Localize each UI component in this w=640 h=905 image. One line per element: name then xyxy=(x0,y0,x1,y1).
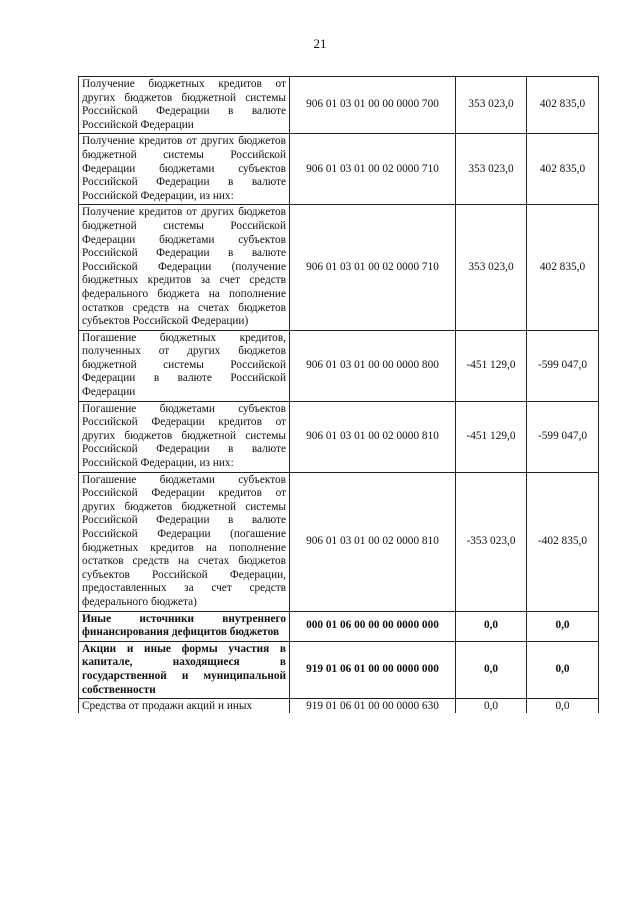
row-name-cell: Средства от продажи акций и иных xyxy=(79,699,290,714)
row-code-cell: 000 01 06 00 00 00 0000 000 xyxy=(290,611,456,641)
row-value1-cell: 0,0 xyxy=(456,611,527,641)
row-code-cell: 906 01 03 01 00 02 0000 810 xyxy=(290,472,456,611)
table-row xyxy=(79,472,599,611)
row-name-cell: Погашение бюджетных кредитов, полученных от других бюджетов бюджетной системы Российской Федерации в валюте Российской Федерации xyxy=(79,330,290,401)
table-row xyxy=(79,77,599,134)
table-body xyxy=(79,77,599,714)
row-value2-cell: 402 835,0 xyxy=(527,134,599,205)
row-value1-cell: 353 023,0 xyxy=(456,205,527,330)
table-row xyxy=(79,699,599,714)
row-value2-cell: 0,0 xyxy=(527,699,599,714)
row-name-cell: Получение кредитов от других бюджетов бюджетной системы Российской Федерации бюджетами субъектов Российской Федерации в валюте Российской Федерации (получение бюджетных кредитов за счет средств федерального бюджета на пополнение остатков средств на счетах бюджетов субъектов Российской Федерации) xyxy=(79,205,290,330)
row-value2-cell: -599 047,0 xyxy=(527,330,599,401)
page-number: 21 xyxy=(313,36,327,51)
row-value1-cell: 353 023,0 xyxy=(456,134,527,205)
row-code-cell: 906 01 03 01 00 02 0000 710 xyxy=(290,205,456,330)
row-code-cell: 906 01 03 01 00 02 0000 710 xyxy=(290,134,456,205)
row-value2-cell: 0,0 xyxy=(527,611,599,641)
row-name-cell: Получение бюджетных кредитов от других бюджетов бюджетной системы Российской Федерации в валюте Российской Федерации xyxy=(79,77,290,134)
row-name-cell: Получение кредитов от других бюджетов бюджетной системы Российской Федерации бюджетами субъектов Российской Федерации в валюте Российской Федерации, из них: xyxy=(79,134,290,205)
budget-sources-table xyxy=(78,76,599,713)
table-row xyxy=(79,611,599,641)
row-name-cell: Погашение бюджетами субъектов Российской Федерации кредитов от других бюджетов бюджетной системы Российской Федерации в валюте Российской Федерации, из них: xyxy=(79,401,290,472)
row-value2-cell: -599 047,0 xyxy=(527,401,599,472)
table-row xyxy=(79,134,599,205)
table-row xyxy=(79,205,599,330)
row-value1-cell: 0,0 xyxy=(456,641,527,698)
table-row xyxy=(79,330,599,401)
row-code-cell: 906 01 03 01 00 00 0000 800 xyxy=(290,330,456,401)
row-value2-cell: 0,0 xyxy=(527,641,599,698)
row-value1-cell: 0,0 xyxy=(456,699,527,714)
row-code-cell: 919 01 06 01 00 00 0000 630 xyxy=(290,699,456,714)
row-name-cell: Погашение бюджетами субъектов Российской Федерации кредитов от других бюджетов бюджетной системы Российской Федерации в валюте Российской Федерации (погашение бюджетных кредитов на пополнение остатков средств на счетах бюджетов субъектов Российской Федерации, предоставленных за счет средств федерального бюджета) xyxy=(79,472,290,611)
row-value1-cell: -451 129,0 xyxy=(456,330,527,401)
table-row xyxy=(79,401,599,472)
row-value2-cell: 402 835,0 xyxy=(527,205,599,330)
row-name-cell: Акции и иные формы участия в капитале, находящиеся в государственной и муниципальной собственности xyxy=(79,641,290,698)
row-name-cell: Иные источники внутреннего финансирования дефицитов бюджетов xyxy=(79,611,290,641)
row-value1-cell: -451 129,0 xyxy=(456,401,527,472)
row-value2-cell: 402 835,0 xyxy=(527,77,599,134)
row-value1-cell: -353 023,0 xyxy=(456,472,527,611)
row-code-cell: 906 01 03 01 00 00 0000 700 xyxy=(290,77,456,134)
row-value1-cell: 353 023,0 xyxy=(456,77,527,134)
row-value2-cell: -402 835,0 xyxy=(527,472,599,611)
row-code-cell: 906 01 03 01 00 02 0000 810 xyxy=(290,401,456,472)
table-row xyxy=(79,641,599,698)
row-code-cell: 919 01 06 01 00 00 0000 000 xyxy=(290,641,456,698)
